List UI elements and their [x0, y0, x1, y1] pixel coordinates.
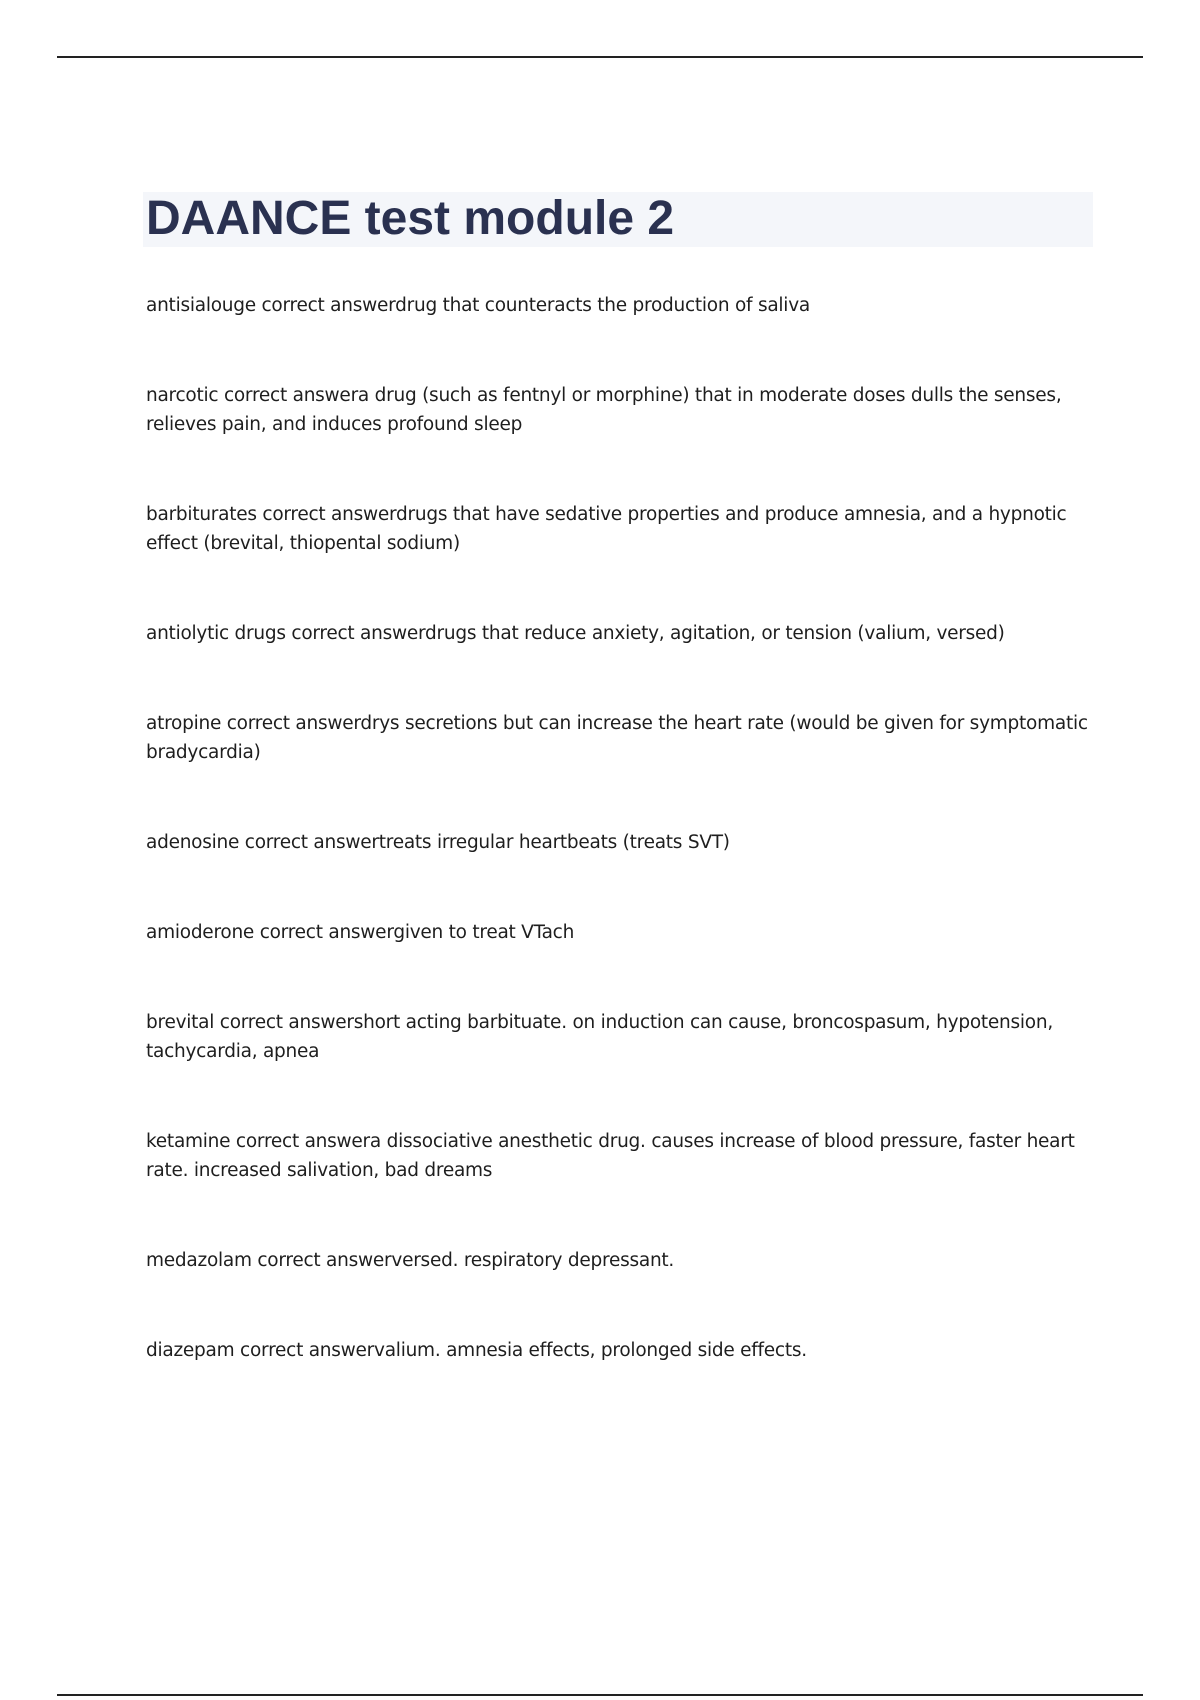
entry-diazepam: diazepam correct answervalium. amnesia effects, prolonged side effects. — [146, 1340, 807, 1361]
entry-antisialouge: antisialouge correct answerdrug that counteracts the production of saliva — [146, 295, 810, 316]
flashcard-list — [146, 291, 1096, 1426]
entry-atropine: atropine correct answerdrys secretions but can increase the heart rate (would be given for symptomatic bradycardia) — [146, 713, 1088, 763]
entry-medazolam: medazolam correct answerversed. respiratory depressant. — [146, 1250, 675, 1271]
entry-antiolytic-drugs: antiolytic drugs correct answerdrugs that reduce anxiety, agitation, or tension (valium, versed) — [146, 623, 1005, 644]
page-title: DAANCE test module 2 — [146, 192, 675, 245]
entry-barbiturates: barbiturates correct answerdrugs that have sedative properties and produce amnesia, and a hypnotic effect (brevital, thiopental sodium) — [146, 504, 1067, 554]
top-rule — [57, 56, 1143, 58]
entry-amioderone: amioderone correct answergiven to treat VTach — [146, 922, 575, 943]
entry-ketamine: ketamine correct answera dissociative anesthetic drug. causes increase of blood pressure, faster heart rate. increased salivation, bad dreams — [146, 1131, 1075, 1181]
entry-adenosine: adenosine correct answertreats irregular heartbeats (treats SVT) — [146, 832, 730, 853]
entry-narcotic: narcotic correct answera drug (such as fentnyl or morphine) that in moderate doses dulls the senses, relieves pain, and induces profound sleep — [146, 385, 1062, 435]
entry-brevital: brevital correct answershort acting barbituate. on induction can cause, broncospasum, hypotension, tachycardia, apnea — [146, 1012, 1053, 1062]
bottom-rule — [57, 1694, 1143, 1696]
